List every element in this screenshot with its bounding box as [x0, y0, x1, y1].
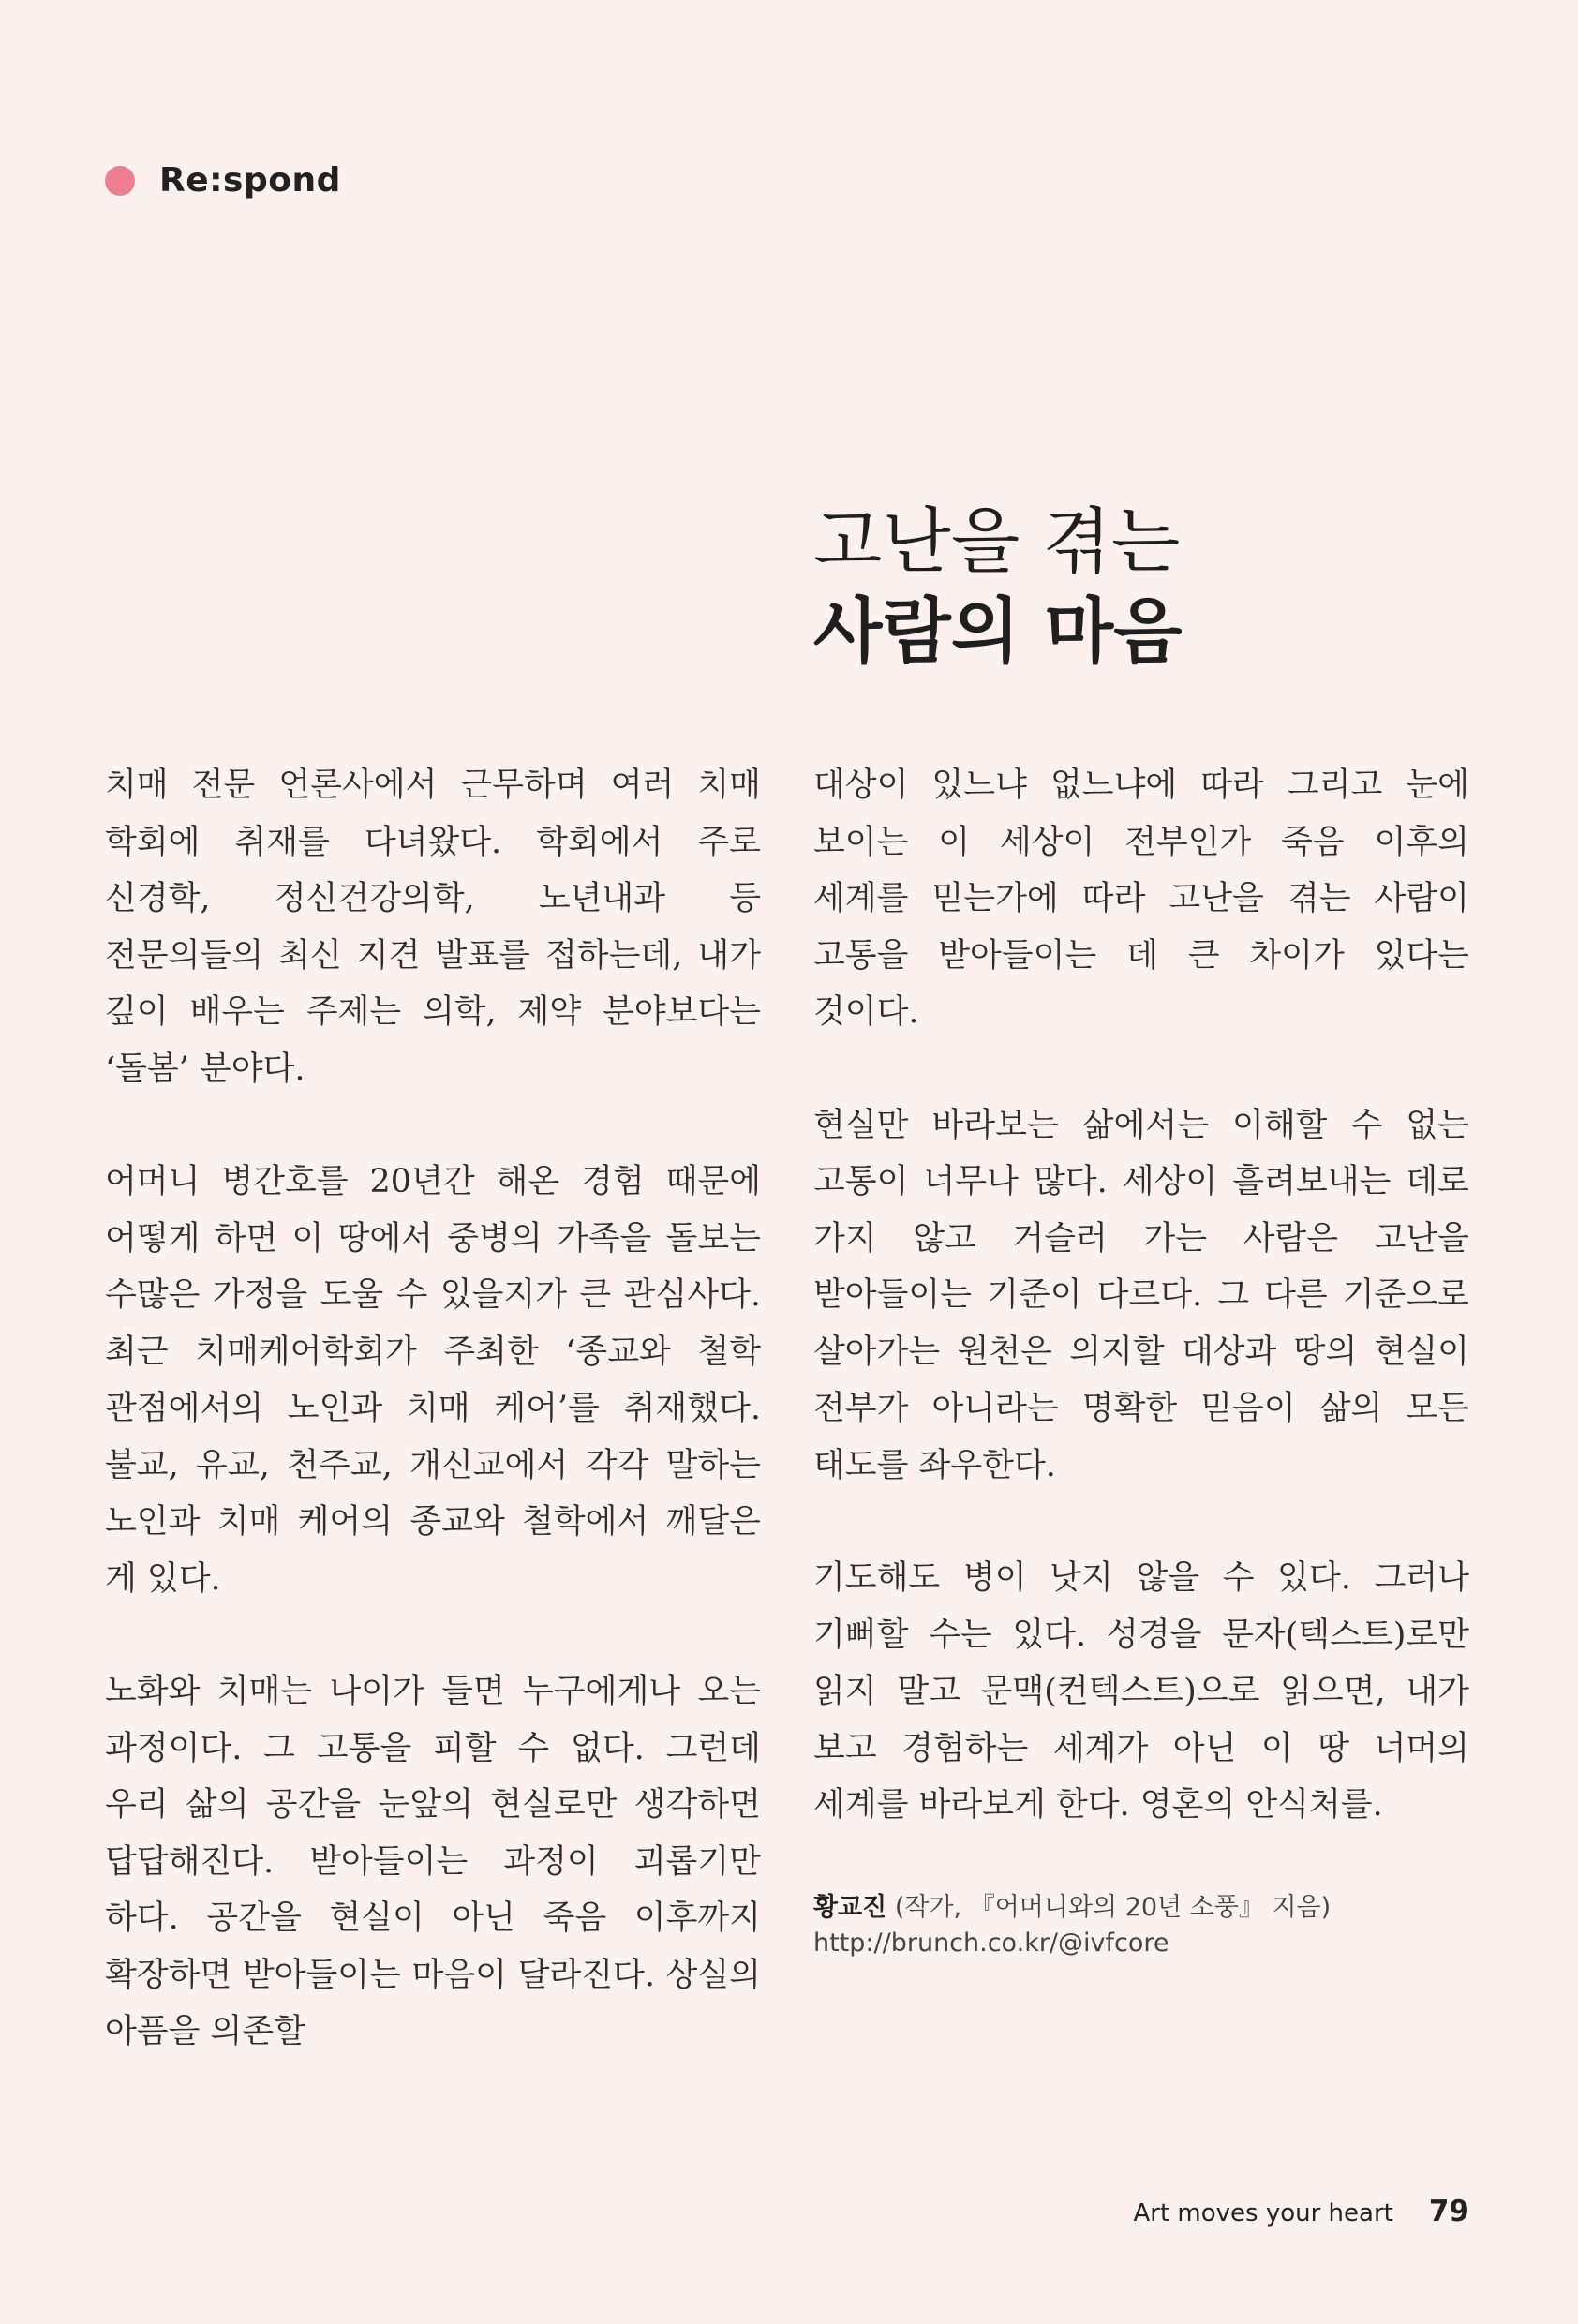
- author-name: 황교진: [813, 1892, 887, 1922]
- section-dot-icon: [105, 166, 135, 196]
- article-title-line-2: 사람의 마음: [813, 589, 1183, 673]
- article-column-right: [813, 757, 1469, 1961]
- paragraph: 어머니 병간호를 20년간 해온 경험 때문에 어떻게 하면 이 땅에서 중병의 가족을 돌보는 수많은 가정을 도울 수 있을지가 큰 관심사다. 최근 치매케어학회가 주최한 ‘종교와 철학 관점에서의 노인과 치매 케어’를 취재했다. 불교, 유교, 천주교, 개신교에서 각각 말하는 노인과 치매 케어의 종교와 철학에서 깨달은 게 있다.: [105, 1163, 761, 1598]
- author-description: (작가, 『어머니와의 20년 소풍』 지음): [894, 1892, 1332, 1922]
- section-tag: [105, 161, 341, 200]
- footer-tagline: Art moves your heart: [1133, 2199, 1393, 2227]
- article-title-line-1: 고난을 겪는: [813, 499, 1181, 583]
- paragraph: 기도해도 병이 낫지 않을 수 있다. 그러나 기뻐할 수는 있다. 성경을 문자(텍스트)로만 읽지 말고 문맥(컨텍스트)으로 읽으면, 내가 보고 경험하는 세계가 아닌 이 땅 너머의 세계를 바라보게 한다. 영혼의 안식처를.: [813, 1559, 1469, 1824]
- paragraph: 치매 전문 언론사에서 근무하며 여러 치매 학회에 취재를 다녀왔다. 학회에서 주로 신경학, 정신건강의학, 노년내과 등 전문의들의 최신 지견 발표를 접하는데, 내가 깊이 배우는 주제는 의학, 제약 분야보다는 ‘돌봄’ 분야다.: [105, 767, 761, 1088]
- page-number: 79: [1428, 2195, 1469, 2228]
- article-title: [813, 497, 1469, 677]
- paragraph: 노화와 치매는 나이가 들면 누구에게나 오는 과정이다. 그 고통을 피할 수 없다. 그런데 우리 삶의 공간을 눈앞의 현실로만 생각하면 답답해진다. 받아들이는 과정이 괴롭기만 하다. 공간을 현실이 아닌 죽음 이후까지 확장하면 받아들이는 마음이 달라진다. 상실의 아픔을 의존할: [105, 1673, 761, 2050]
- paragraph: 대상이 있느냐 없느냐에 따라 그리고 눈에 보이는 이 세상이 전부인가 죽음 이후의 세계를 믿는가에 따라 고난을 겪는 사람이 고통을 받아들이는 데 큰 차이가 있다는 것이다.: [813, 767, 1469, 1031]
- article-column-left: [105, 757, 761, 2117]
- section-label: Re:spond: [159, 161, 341, 200]
- page-footer: [1133, 2195, 1469, 2228]
- author-credit: [813, 1890, 1469, 1961]
- paragraph: 현실만 바라보는 삶에서는 이해할 수 없는 고통이 너무나 많다. 세상이 흘려보내는 데로 가지 않고 거슬러 가는 사람은 고난을 받아들이는 기준이 다르다. 그 다른 기준으로 살아가는 원천은 의지할 대상과 땅의 현실이 전부가 아니라는 명확한 믿음이 삶의 모든 태도를 좌우한다.: [813, 1106, 1469, 1484]
- author-url[interactable]: http://brunch.co.kr/@ivfcore: [813, 1928, 1169, 1958]
